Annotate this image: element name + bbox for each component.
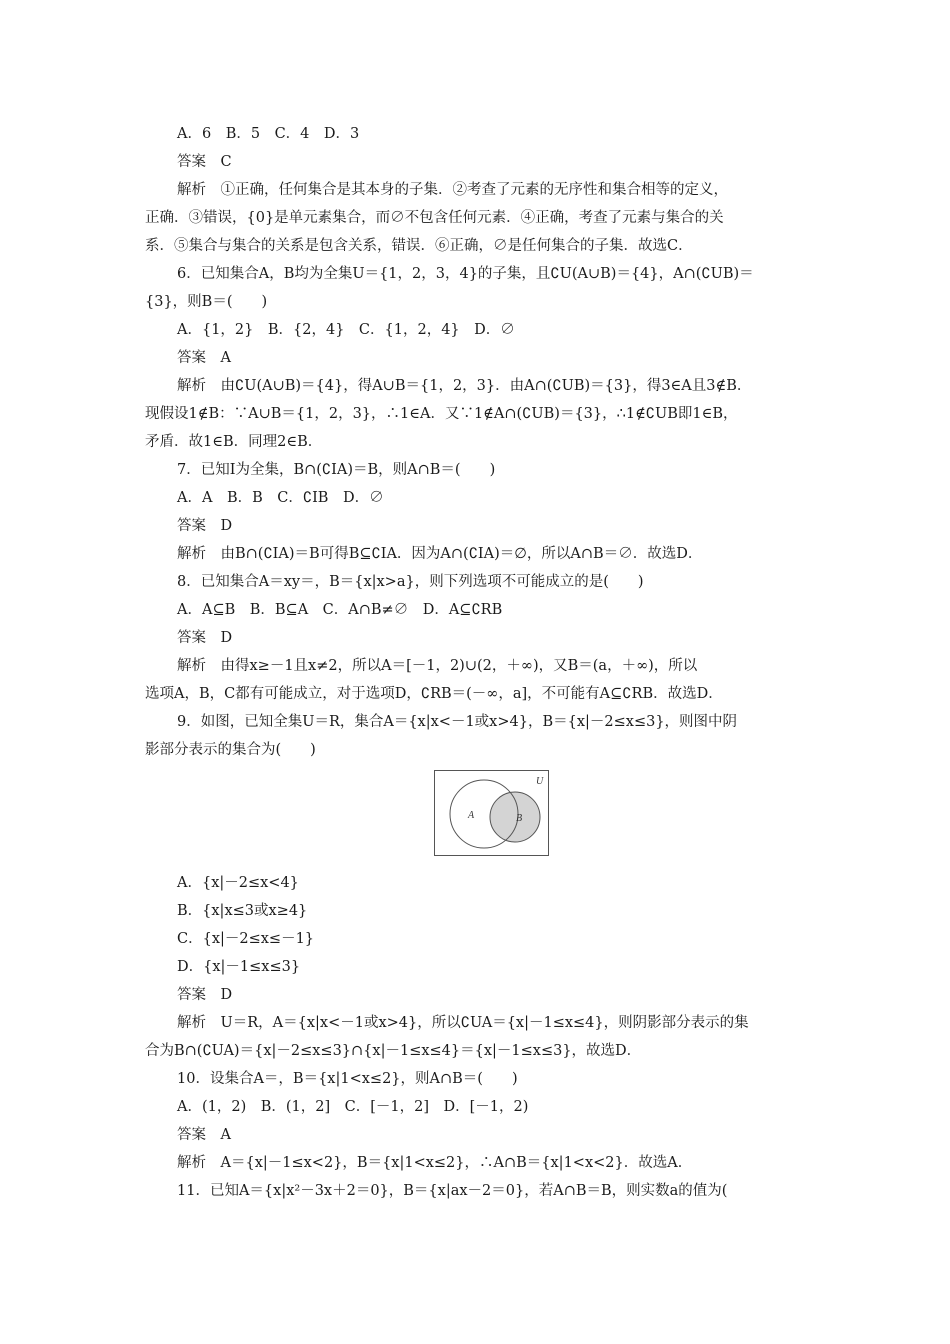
text-line: A．(1，2) B．(1，2] C．[－1，2] D．[－1，2) bbox=[177, 1099, 529, 1115]
text-line: 答案 A bbox=[177, 1127, 231, 1143]
text-line: 现假设1∉B：∵A∪B＝{1，2，3}，∴1∈A．又∵1∉A∩(∁UB)＝{3}，∴1∉∁UB即1∈B， bbox=[145, 406, 738, 422]
text-line: 解析 U＝R，A＝{x|x<－1或x>4}，所以∁UA＝{x|－1≤x≤4}，则阴影部分表示的集 bbox=[177, 1015, 749, 1031]
text-line: C．{x|－2≤x≤－1} bbox=[177, 931, 315, 947]
text-line: A．A⊆B B．B⊆A C．A∩B≠∅ D．A⊆∁RB bbox=[177, 602, 503, 618]
text-line: D．{x|－1≤x≤3} bbox=[177, 959, 301, 975]
text-line: 解析 由B∩(∁IA)＝B可得B⊆∁IA．因为A∩(∁IA)＝∅，所以A∩B＝∅．故选D． bbox=[177, 546, 703, 562]
text-line: 9．如图，已知全集U＝R，集合A＝{x|x<－1或x>4}，B＝{x|－2≤x≤3}，则图中阴 bbox=[177, 714, 738, 730]
text-line: B．{x|x≤3或x≥4} bbox=[177, 903, 308, 919]
text-line: 矛盾．故1∈B．同理2∈B． bbox=[145, 434, 323, 450]
text-line: 8．已知集合A＝xy＝，B＝{x|x>a}，则下列选项不可能成立的是( ) bbox=[177, 574, 644, 590]
text-line: 影部分表示的集合为( ) bbox=[145, 742, 316, 758]
set-b-label: B bbox=[516, 813, 523, 824]
text-line: A．{1，2} B．{2，4} C．{1，2，4} D．∅ bbox=[177, 322, 515, 338]
text-line: A．{x|－2≤x<4} bbox=[177, 875, 299, 891]
text-line: 答案 A bbox=[177, 350, 231, 366]
set-a-label: A bbox=[468, 810, 475, 821]
text-line: 答案 C bbox=[177, 154, 232, 170]
text-line: A．A B．B C．∁IB D．∅ bbox=[177, 490, 384, 506]
text-line: 合为B∩(∁UA)＝{x|－2≤x≤3}∩{x|－1≤x≤4}＝{x|－1≤x≤3}，故选D． bbox=[145, 1043, 642, 1059]
text-line: 正确．③错误，{0}是单元素集合，而∅不包含任何元素．④正确，考查了元素与集合的关 bbox=[145, 210, 724, 226]
text-line: 解析 ①正确，任何集合是其本身的子集．②考查了元素的无序性和集合相等的定义， bbox=[177, 182, 728, 198]
text-line: 答案 D bbox=[177, 630, 233, 646]
text-line: 系．⑤集合与集合的关系是包含关系，错误．⑥正确，∅是任何集合的子集．故选C． bbox=[145, 238, 693, 254]
text-line: 选项A，B，C都有可能成立，对于选项D，∁RB＝(－∞，a]，不可能有A⊆∁RB．故选D． bbox=[145, 686, 723, 702]
text-line: 解析 由∁U(A∪B)＝{4}，得A∪B＝{1，2，3}．由A∩(∁UB)＝{3}，得3∈A且3∉B． bbox=[177, 378, 752, 394]
text-line: {3}，则B＝( ) bbox=[145, 294, 268, 310]
text-line: 解析 由得x≥－1且x≠2，所以A＝[－1，2)∪(2，＋∞)，又B＝(a，＋∞)，所以 bbox=[177, 658, 698, 674]
text-line: 7．已知I为全集，B∩(∁IA)＝B，则A∩B＝( ) bbox=[177, 462, 496, 478]
text-line: 解析 A＝{x|－1≤x<2}，B＝{x|1<x≤2}，∴A∩B＝{x|1<x<2}．故选A． bbox=[177, 1155, 693, 1171]
text-line: 10．设集合A＝，B＝{x|1<x≤2}，则A∩B＝( ) bbox=[177, 1071, 518, 1087]
text-line: 6．已知集合A，B均为全集U＝{1，2，3，4}的子集，且∁U(A∪B)＝{4}，A∩(∁UB)＝ bbox=[177, 266, 754, 282]
venn-diagram bbox=[434, 770, 549, 856]
text-line: A．6 B．5 C．4 D．3 bbox=[177, 126, 360, 142]
text-line: 答案 D bbox=[177, 987, 233, 1003]
universe-label: U bbox=[536, 776, 544, 787]
text-line: 答案 D bbox=[177, 518, 233, 534]
text-line: 11．已知A＝{x|x²－3x＋2＝0}，B＝{x|ax－2＝0}，若A∩B＝B，则实数a的值为( bbox=[177, 1183, 728, 1199]
